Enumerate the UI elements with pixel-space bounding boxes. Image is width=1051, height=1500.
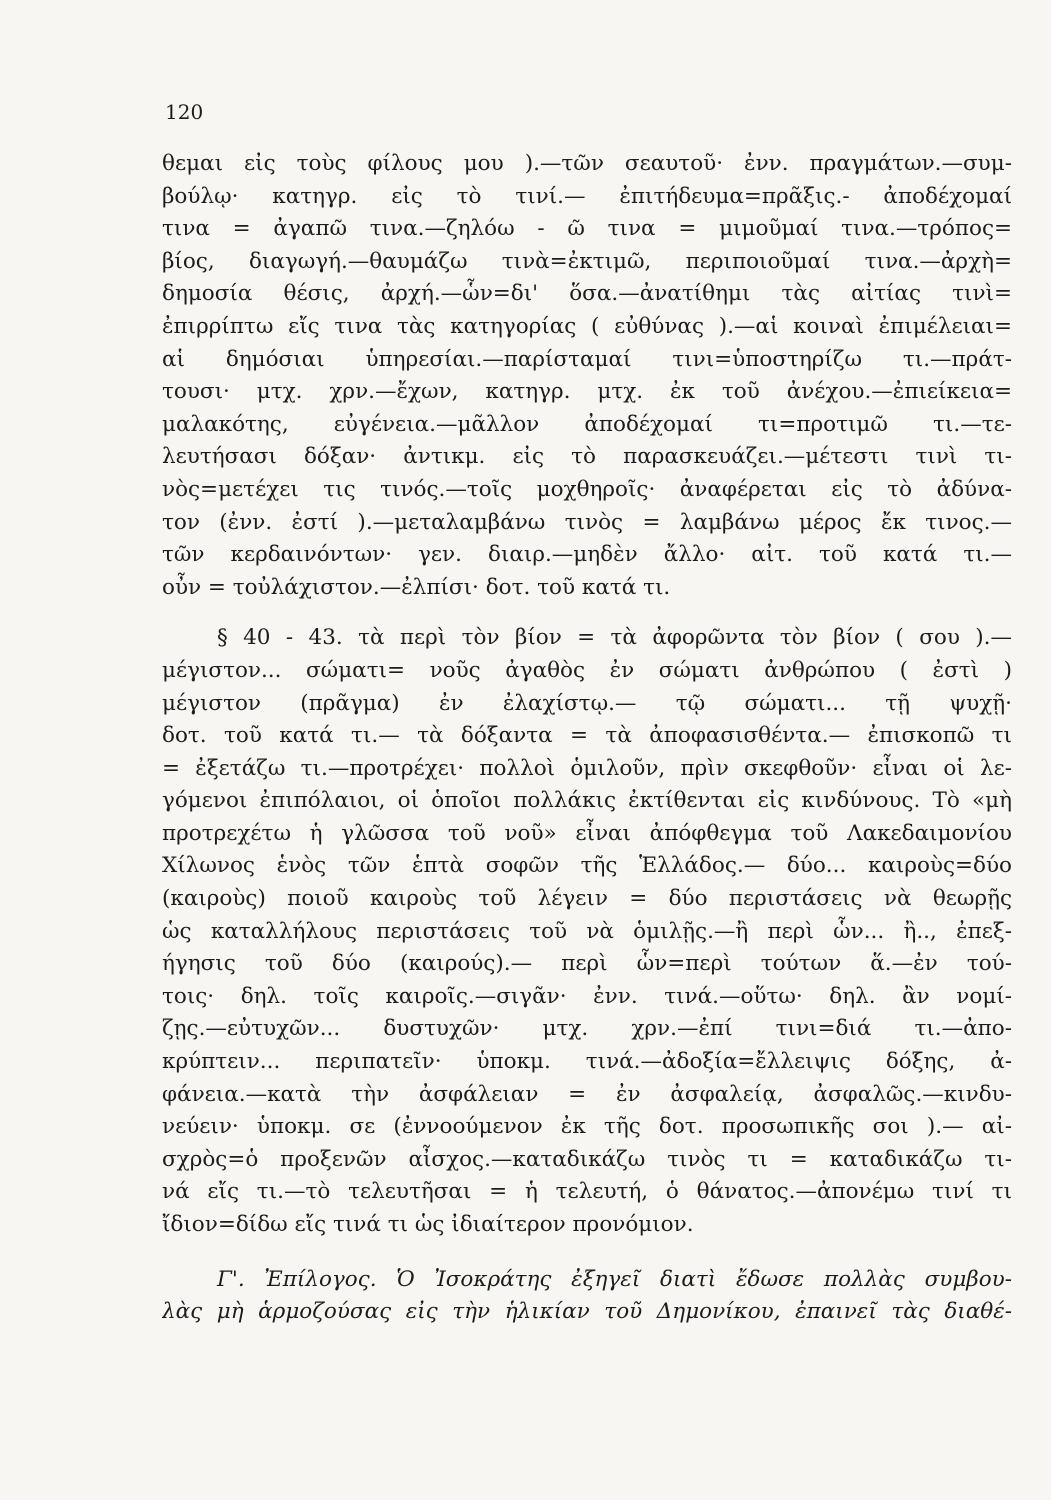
text-line: ἐπιρρίπτω εἴς τινα τὰς κατηγορίας ( εὐθύνας ).—αἱ κοιναὶ ἐπιμέλειαι=: [162, 313, 1012, 339]
epilogue-paragraph: [162, 1264, 1012, 1329]
text-line: νεύειν· ὑποκμ. σε (ἐννοούμενον ἐκ τῆς δοτ. προσωπικῆς σοι ).— αἰ-: [162, 1114, 1012, 1140]
page-number: 120: [165, 100, 204, 124]
text-line: ὡς καταλλήλους περιστάσεις τοῦ νὰ ὁμιλῇς.—ἢ περὶ ὧν... ἢ.., ἐπεξ-: [162, 918, 1012, 944]
paragraph-gap: [162, 604, 1012, 622]
text-line: λευτήσασι δόξαν· ἀντικμ. εἰς τὸ παρασκευάζει.—μέτεστι τινὶ τι-: [162, 444, 1012, 470]
text-line: μέγιστον (πρᾶγμα) ἐν ἐλαχίστῳ.— τῷ σώματι... τῇ ψυχῇ·: [162, 690, 1012, 716]
paragraph-gap: [162, 1242, 1012, 1264]
text-line: τουσι· μτχ. χρν.—ἔχων, κατηγρ. μτχ. ἐκ τοῦ ἀνέχου.—ἐπιείκεια=: [162, 379, 1012, 405]
text-line: προτρεχέτω ἡ γλῶσσα τοῦ νοῦ» εἶναι ἀπόφθεγμα τοῦ Λακεδαιμονίου: [162, 820, 1012, 846]
text-line: (καιροὺς) ποιοῦ καιροὺς τοῦ λέγειν = δύο περιστάσεις νὰ θεωρῇς: [162, 886, 1012, 912]
text-line: ἴδιον=δίδω εἴς τινά τι ὡς ἰδιαίτερον προνόμιον.: [162, 1212, 694, 1237]
text-line: θεμαι εἰς τοὺς φίλους μου ).—τῶν σεαυτοῦ· ἐνν. πραγμάτων.—συμ-: [162, 151, 1012, 176]
text-line: βούλῳ· κατηγρ. εἰς τὸ τινί.— ἐπιτήδευμα=πρᾶξις.- ἀποδέχομαί: [162, 183, 1012, 209]
text-line: ζῃς.—εὐτυχῶν... δυστυχῶν· μτχ. χρν.—ἐπί τινι=διά τι.—ἀπο-: [162, 1016, 1012, 1042]
text-line: ήγησις τοῦ δύο (καιρούς).— περὶ ὧν=περὶ τούτων ἅ.—ἐν τού-: [162, 951, 1012, 977]
text-line: = ἐξετάζω τι.—προτρέχει· πολλοὶ ὁμιλοῦν, πρὶν σκεφθοῦν· εἶναι οἱ λε-: [162, 755, 1012, 781]
text-line: τῶν κερδαινόντων· γεν. διαιρ.—μηδὲν ἄλλο· αἰτ. τοῦ κατά τι.—: [162, 542, 1012, 568]
text-line: γόμενοι ἐπιπόλαιοι, οἱ ὁποῖοι πολλάκις ἐκτίθενται εἰς κινδύνους. Τὸ «μὴ: [162, 788, 1012, 814]
text-line: βίος, διαγωγή.—θαυμάζω τινὰ=ἐκτιμῶ, περιποιοῦμαί τινα.—ἀρχὴ=: [162, 248, 1012, 274]
text-line: μέγιστον... σώματι= νοῦς ἀγαθὸς ἐν σώματι ἀνθρώπου ( ἐστὶ ): [162, 657, 1012, 683]
text-line: μαλακότης, εὐγένεια.—μᾶλλον ἀποδέχομαί τι=προτιμῶ τι.—τε-: [162, 411, 1012, 437]
commentary-text: [162, 148, 1012, 1329]
text-line: κρύπτειν... περιπατεῖν· ὑποκμ. τινά.—ἀδοξία=ἔλλειψις δόξης, ἀ-: [162, 1049, 1012, 1075]
text-line: φάνεια.—κατὰ τὴν ἀσφάλειαν = ἐν ἀσφαλείᾳ, ἀσφαλῶς.—κινδυ-: [162, 1081, 1012, 1107]
text-line: τον (ἐνν. ἐστί ).—μεταλαμβάνω τινὸς = λαμβάνω μέρος ἔκ τινος.—: [162, 509, 1012, 535]
text-line: νά εἴς τι.—τὸ τελευτῆσαι = ἡ τελευτή, ὁ θάνατος.—ἀπονέμω τινί τι: [162, 1179, 1012, 1205]
text-line: § 40 - 43. τὰ περὶ τὸν βίον = τὰ ἀφορῶντα τὸν βίον ( σου ).—: [217, 625, 1012, 651]
text-line: τινα = ἀγαπῶ τινα.—ζηλόω - ῶ τινα = μιμοῦμαί τινα.—τρόπος=: [162, 216, 1012, 242]
commentary-paragraph: [162, 148, 1012, 604]
text-line: Γ'. Ἐπίλογος. Ὁ Ἰσοκράτης ἐξηγεῖ διατὶ ἔδωσε πολλὰς συμβου-: [217, 1266, 1012, 1292]
text-line: δημοσία θέσις, ἀρχή.—ὧν=δι' ὅσα.—ἀνατίθημι τὰς αἰτίας τινὶ=: [162, 281, 1012, 307]
text-line: Χίλωνος ἑνὸς τῶν ἑπτὰ σοφῶν τῆς Ἑλλάδος.— δύο... καιροὺς=δύο: [162, 853, 1012, 879]
text-line: οὖν = τοὐλάχιστον.—ἐλπίσι· δοτ. τοῦ κατά τι.: [162, 574, 671, 600]
text-line: τοις· δηλ. τοῖς καιροῖς.—σιγᾶν· ἐνν. τινά.—οὕτω· δηλ. ἂν νομί-: [162, 983, 1012, 1009]
text-line: σχρὸς=ὁ προξενῶν αἶσχος.—καταδικάζω τινὸς τι = καταδικάζω τι-: [162, 1146, 1012, 1172]
text-line: λὰς μὴ ἁρμοζούσας εἰς τὴν ἡλικίαν τοῦ Δημονίκου, ἐπαινεῖ τὰς διαθέ-: [162, 1299, 1012, 1325]
text-line: νὸς=μετέχει τις τινός.—τοῖς μοχθηροῖς· ἀναφέρεται εἰς τὸ ἀδύνα-: [162, 476, 1012, 502]
text-line: δοτ. τοῦ κατά τι.— τὰ δόξαντα = τὰ ἀποφασισθέντα.— ἐπισκοπῶ τι: [162, 723, 1012, 749]
text-line: αἱ δημόσιαι ὑπηρεσίαι.—παρίσταμαί τινι=ὑποστηρίζω τι.—πράτ-: [162, 346, 1012, 372]
section-40-43-paragraph: [162, 622, 1012, 1241]
